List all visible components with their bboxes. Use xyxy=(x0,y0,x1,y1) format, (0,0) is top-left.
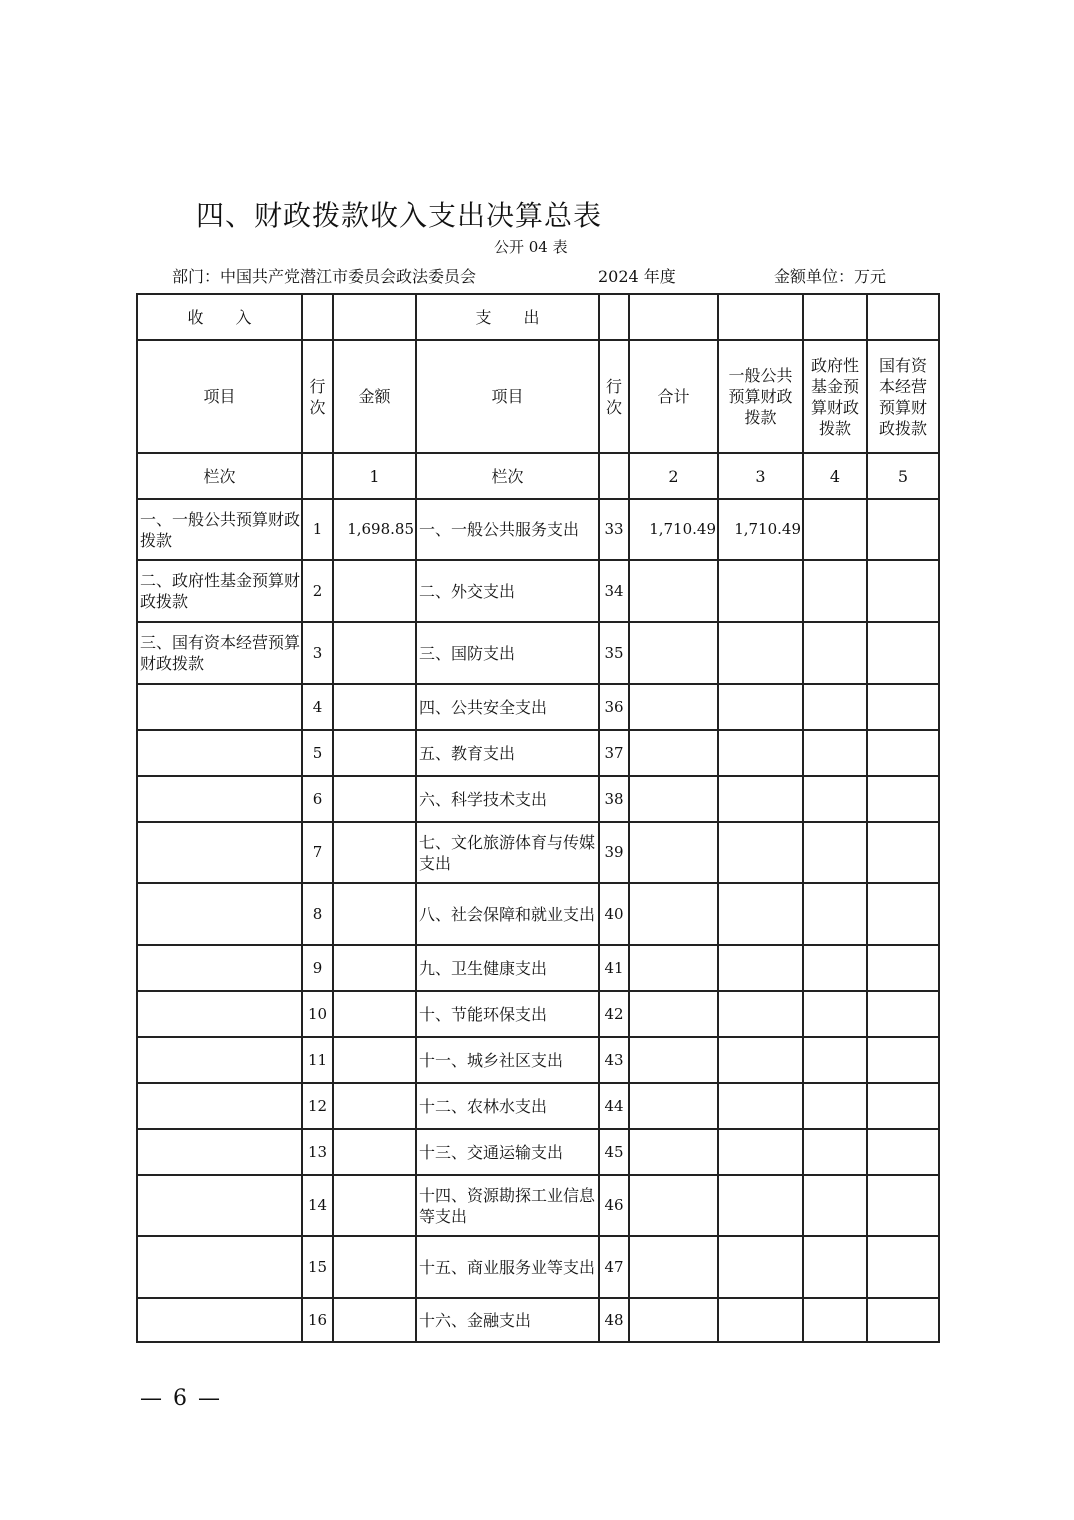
general-budget-amount: 1,710.49 xyxy=(718,499,803,560)
expense-item: 十四、资源勘探工业信息等支出 xyxy=(416,1175,599,1236)
state-capital-amount xyxy=(867,822,939,883)
table-row xyxy=(137,1083,939,1129)
col-row-out: 行次 xyxy=(599,340,629,453)
gov-fund-amount xyxy=(803,945,867,991)
expense-item: 十一、城乡社区支出 xyxy=(416,1037,599,1083)
table-row xyxy=(137,1175,939,1236)
table-row xyxy=(137,945,939,991)
total-amount xyxy=(629,991,718,1037)
state-capital-amount xyxy=(867,499,939,560)
income-amount xyxy=(333,1298,416,1342)
income-item xyxy=(137,776,302,822)
state-capital-amount xyxy=(867,991,939,1037)
income-amount xyxy=(333,776,416,822)
appropriation-table xyxy=(136,293,940,1343)
gov-fund-amount xyxy=(803,622,867,684)
gov-fund-amount xyxy=(803,822,867,883)
income-item xyxy=(137,883,302,945)
expense-row-no: 42 xyxy=(599,991,629,1037)
income-item xyxy=(137,945,302,991)
expense-item: 七、文化旅游体育与传媒支出 xyxy=(416,822,599,883)
empty-cell xyxy=(302,294,333,340)
state-capital-amount xyxy=(867,1037,939,1083)
income-item xyxy=(137,1037,302,1083)
income-row-no: 14 xyxy=(302,1175,333,1236)
expense-row-no: 41 xyxy=(599,945,629,991)
income-item xyxy=(137,1175,302,1236)
total-amount xyxy=(629,776,718,822)
general-budget-amount xyxy=(718,622,803,684)
empty-cell xyxy=(803,294,867,340)
total-amount xyxy=(629,1037,718,1083)
total-amount xyxy=(629,684,718,730)
total-amount xyxy=(629,822,718,883)
expense-item: 一、一般公共服务支出 xyxy=(416,499,599,560)
income-amount xyxy=(333,822,416,883)
income-item xyxy=(137,684,302,730)
income-item xyxy=(137,730,302,776)
income-item xyxy=(137,1236,302,1298)
general-budget-amount xyxy=(718,560,803,622)
general-budget-amount xyxy=(718,1083,803,1129)
expense-row-no: 46 xyxy=(599,1175,629,1236)
income-row-no: 15 xyxy=(302,1236,333,1298)
page-title: 四、财政拨款收入支出决算总表 xyxy=(196,199,603,232)
income-amount xyxy=(333,730,416,776)
income-row-no: 11 xyxy=(302,1037,333,1083)
gov-fund-amount xyxy=(803,684,867,730)
col-item-out: 项目 xyxy=(416,340,599,453)
expense-item: 五、教育支出 xyxy=(416,730,599,776)
expense-row-no: 37 xyxy=(599,730,629,776)
income-amount xyxy=(333,1175,416,1236)
general-budget-amount xyxy=(718,822,803,883)
general-budget-amount xyxy=(718,1236,803,1298)
general-budget-amount xyxy=(718,1175,803,1236)
expense-row-no: 38 xyxy=(599,776,629,822)
income-header: 收 入 xyxy=(137,294,302,340)
table-row xyxy=(137,499,939,560)
expense-row-no: 40 xyxy=(599,883,629,945)
expense-header: 支 出 xyxy=(416,294,599,340)
total-amount xyxy=(629,1083,718,1129)
state-capital-amount xyxy=(867,1083,939,1129)
lanci-4: 4 xyxy=(803,453,867,499)
income-amount xyxy=(333,991,416,1037)
general-budget-amount xyxy=(718,1037,803,1083)
total-amount xyxy=(629,1175,718,1236)
table-row xyxy=(137,1037,939,1083)
lanci-3: 3 xyxy=(718,453,803,499)
income-amount xyxy=(333,622,416,684)
income-item: 三、国有资本经营预算财政拨款 xyxy=(137,622,302,684)
table-row xyxy=(137,622,939,684)
expense-item: 六、科学技术支出 xyxy=(416,776,599,822)
expense-item: 十、节能环保支出 xyxy=(416,991,599,1037)
expense-item: 二、外交支出 xyxy=(416,560,599,622)
income-amount xyxy=(333,1037,416,1083)
empty-cell xyxy=(333,294,416,340)
expense-row-no: 43 xyxy=(599,1037,629,1083)
income-row-no: 7 xyxy=(302,822,333,883)
income-item xyxy=(137,1298,302,1342)
general-budget-amount xyxy=(718,883,803,945)
income-amount xyxy=(333,883,416,945)
gov-fund-amount xyxy=(803,560,867,622)
gov-fund-amount xyxy=(803,1298,867,1342)
gov-fund-amount xyxy=(803,1236,867,1298)
table-code: 公开 04 表 xyxy=(494,238,568,256)
department-label: 部门：中国共产党潜江市委员会政法委员会 xyxy=(172,267,477,286)
state-capital-amount xyxy=(867,883,939,945)
expense-row-no: 48 xyxy=(599,1298,629,1342)
empty-cell xyxy=(867,294,939,340)
state-capital-amount xyxy=(867,1129,939,1175)
gov-fund-amount xyxy=(803,883,867,945)
income-row-no: 4 xyxy=(302,684,333,730)
total-amount xyxy=(629,1236,718,1298)
lanci-2: 2 xyxy=(629,453,718,499)
income-amount xyxy=(333,1083,416,1129)
state-capital-amount xyxy=(867,1298,939,1342)
income-item: 一、一般公共预算财政拨款 xyxy=(137,499,302,560)
expense-row-no: 44 xyxy=(599,1083,629,1129)
lanci-5: 5 xyxy=(867,453,939,499)
income-row-no: 16 xyxy=(302,1298,333,1342)
income-row-no: 13 xyxy=(302,1129,333,1175)
empty-cell xyxy=(302,453,333,499)
income-amount xyxy=(333,945,416,991)
expense-row-no: 45 xyxy=(599,1129,629,1175)
expense-item: 八、社会保障和就业支出 xyxy=(416,883,599,945)
table-row xyxy=(137,560,939,622)
gov-fund-amount xyxy=(803,499,867,560)
expense-row-no: 47 xyxy=(599,1236,629,1298)
table-row xyxy=(137,822,939,883)
col-general: 一般公共预算财政拨款 xyxy=(718,340,803,453)
income-amount xyxy=(333,1236,416,1298)
income-item xyxy=(137,822,302,883)
expense-row-no: 34 xyxy=(599,560,629,622)
gov-fund-amount xyxy=(803,1175,867,1236)
state-capital-amount xyxy=(867,730,939,776)
table-row xyxy=(137,1298,939,1342)
state-capital-amount xyxy=(867,560,939,622)
income-item: 二、政府性基金预算财政拨款 xyxy=(137,560,302,622)
total-amount xyxy=(629,730,718,776)
state-capital-amount xyxy=(867,776,939,822)
lanci-in: 栏次 xyxy=(137,453,302,499)
col-state-capital: 国有资本经营预算财政拨款 xyxy=(867,340,939,453)
expense-item: 十三、交通运输支出 xyxy=(416,1129,599,1175)
empty-cell xyxy=(599,294,629,340)
total-amount xyxy=(629,622,718,684)
income-row-no: 1 xyxy=(302,499,333,560)
col-total: 合计 xyxy=(629,340,718,453)
total-amount xyxy=(629,945,718,991)
general-budget-amount xyxy=(718,684,803,730)
empty-cell xyxy=(599,453,629,499)
expense-row-no: 35 xyxy=(599,622,629,684)
expense-item: 十二、农林水支出 xyxy=(416,1083,599,1129)
income-row-no: 10 xyxy=(302,991,333,1037)
gov-fund-amount xyxy=(803,1037,867,1083)
state-capital-amount xyxy=(867,945,939,991)
gov-fund-amount xyxy=(803,991,867,1037)
col-gov-fund: 政府性基金预算财政拨款 xyxy=(803,340,867,453)
gov-fund-amount xyxy=(803,1083,867,1129)
table-row xyxy=(137,991,939,1037)
income-row-no: 12 xyxy=(302,1083,333,1129)
expense-row-no: 33 xyxy=(599,499,629,560)
lanci-out: 栏次 xyxy=(416,453,599,499)
income-amount xyxy=(333,560,416,622)
table-row xyxy=(137,730,939,776)
income-item xyxy=(137,1083,302,1129)
total-amount: 1,710.49 xyxy=(629,499,718,560)
income-item xyxy=(137,1129,302,1175)
col-row-in: 行次 xyxy=(302,340,333,453)
total-amount xyxy=(629,883,718,945)
page-number: — 6 — xyxy=(140,1386,222,1411)
income-row-no: 3 xyxy=(302,622,333,684)
income-amount: 1,698.85 xyxy=(333,499,416,560)
gov-fund-amount xyxy=(803,1129,867,1175)
state-capital-amount xyxy=(867,1236,939,1298)
income-item xyxy=(137,991,302,1037)
income-row-no: 6 xyxy=(302,776,333,822)
general-budget-amount xyxy=(718,1298,803,1342)
gov-fund-amount xyxy=(803,776,867,822)
table-row xyxy=(137,1236,939,1298)
general-budget-amount xyxy=(718,991,803,1037)
general-budget-amount xyxy=(718,776,803,822)
general-budget-amount xyxy=(718,1129,803,1175)
general-budget-amount xyxy=(718,730,803,776)
expense-row-no: 36 xyxy=(599,684,629,730)
state-capital-amount xyxy=(867,1175,939,1236)
empty-cell xyxy=(718,294,803,340)
general-budget-amount xyxy=(718,945,803,991)
table-row xyxy=(137,1129,939,1175)
total-amount xyxy=(629,560,718,622)
expense-item: 三、国防支出 xyxy=(416,622,599,684)
income-row-no: 5 xyxy=(302,730,333,776)
income-row-no: 2 xyxy=(302,560,333,622)
income-row-no: 8 xyxy=(302,883,333,945)
expense-row-no: 39 xyxy=(599,822,629,883)
expense-item: 十五、商业服务业等支出 xyxy=(416,1236,599,1298)
lanci-1: 1 xyxy=(333,453,416,499)
empty-cell xyxy=(629,294,718,340)
income-row-no: 9 xyxy=(302,945,333,991)
gov-fund-amount xyxy=(803,730,867,776)
unit-label: 金额单位：万元 xyxy=(774,267,887,286)
table-row xyxy=(137,776,939,822)
expense-item: 四、公共安全支出 xyxy=(416,684,599,730)
table-row xyxy=(137,883,939,945)
total-amount xyxy=(629,1298,718,1342)
year-label: 2024 年度 xyxy=(598,267,676,286)
col-amount: 金额 xyxy=(333,340,416,453)
table-row xyxy=(137,684,939,730)
state-capital-amount xyxy=(867,684,939,730)
expense-item: 十六、金融支出 xyxy=(416,1298,599,1342)
income-amount xyxy=(333,1129,416,1175)
total-amount xyxy=(629,1129,718,1175)
expense-item: 九、卫生健康支出 xyxy=(416,945,599,991)
income-amount xyxy=(333,684,416,730)
col-item-in: 项目 xyxy=(137,340,302,453)
state-capital-amount xyxy=(867,622,939,684)
